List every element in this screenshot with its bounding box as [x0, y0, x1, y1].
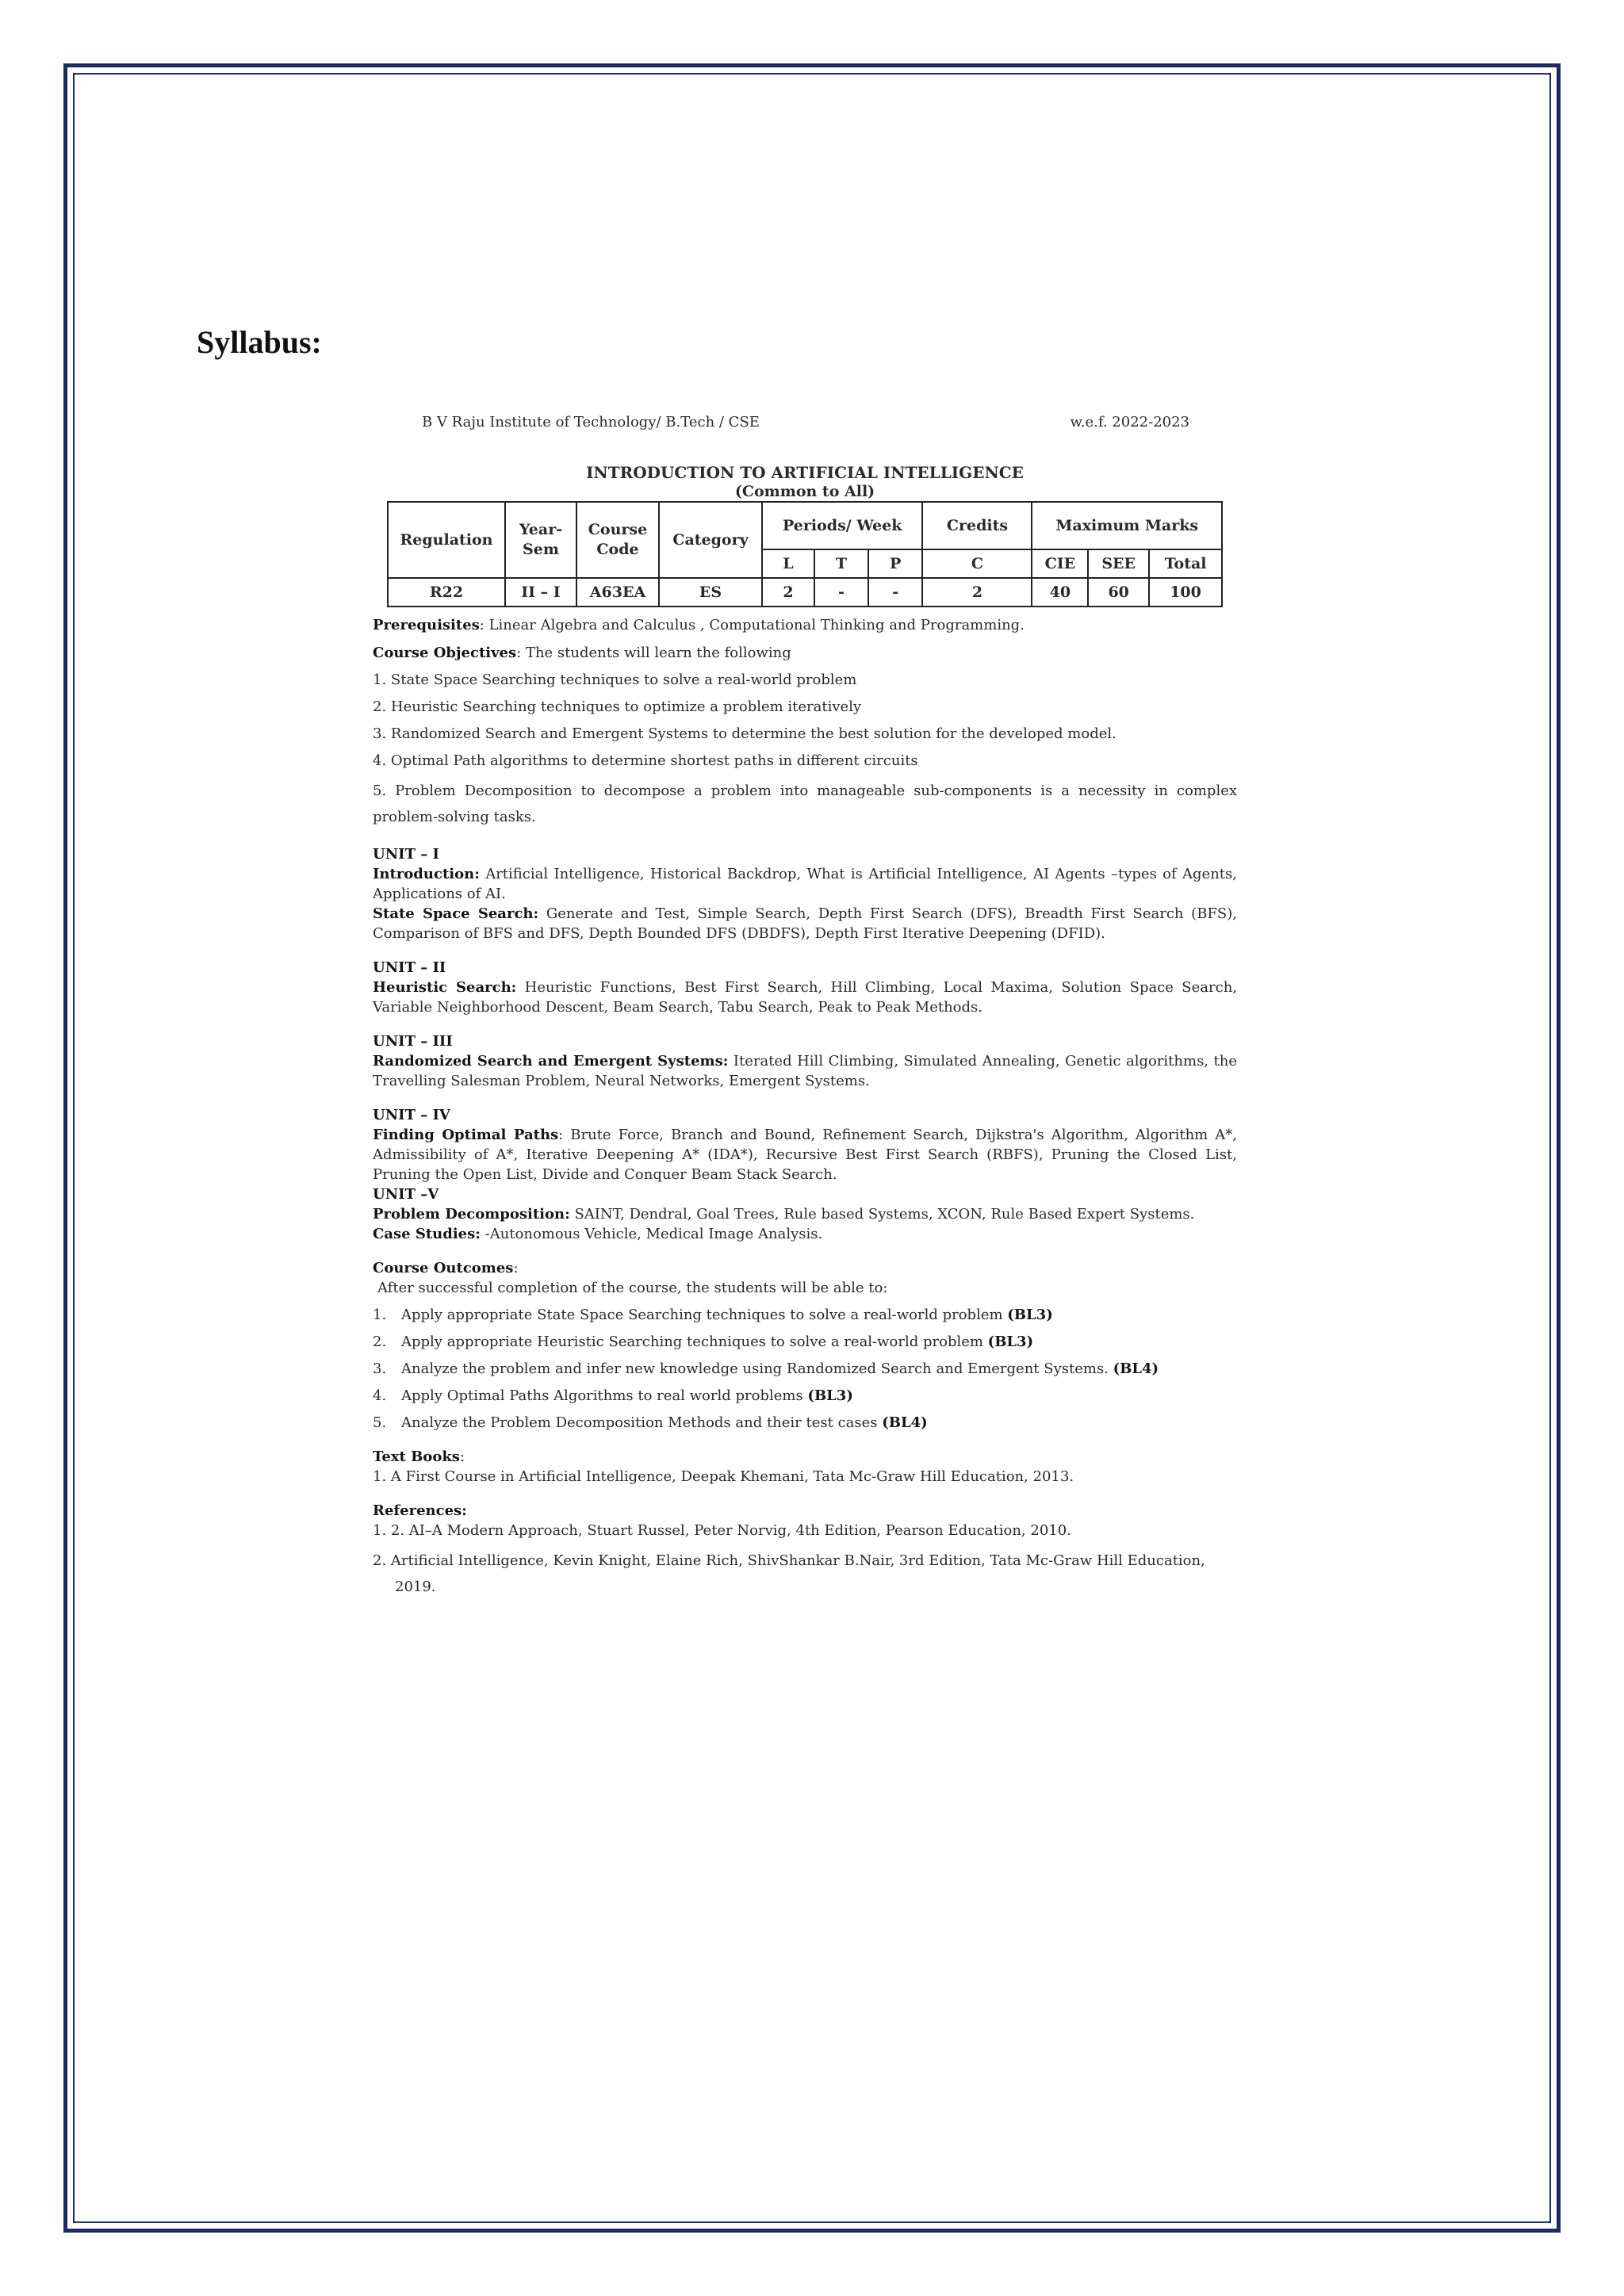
course-outcomes-heading [373, 1258, 1237, 1278]
objectives-label: Course Objectives [373, 645, 517, 661]
unit-1-state-space [373, 904, 1237, 943]
institution-row [422, 412, 1189, 436]
reference-item: 2. Artificial Intelligence, Kevin Knight, Elaine Rich, ShivShankar B.Nair, 3rd Edition, Tata Mc-Graw Hill Education, 2019. [373, 1552, 1205, 1595]
unit-2-text: Heuristic Functions, Best First Search, Hill Climbing, Local Maxima, Solution Space Search, Variable Neighborhood Descent, Beam Search, Tabu Search, Peak to Peak Methods. [373, 979, 1238, 1016]
effective-year: w.e.f. 2022-2023 [1070, 414, 1189, 430]
unit-3-text: Iterated Hill Climbing, Simulated Annealing, Genetic algorithms, the Travelling Salesman Problem, Neural Networks, Emergent Systems. [373, 1053, 1238, 1089]
reference-item: 1. 2. AI–A Modern Approach, Stuart Russel, Peter Norvig, 4th Edition, Pearson Education, 2010. [373, 1522, 1071, 1539]
unit-5-label: Problem Decomposition: [373, 1206, 570, 1223]
outcome-item [373, 1359, 1237, 1379]
unit-1-intro-label: Introduction: [373, 866, 480, 882]
prerequisites-label: Prerequisites [373, 617, 480, 633]
th-course-code: Course Code [576, 502, 659, 578]
objective-item: 5. Problem Decomposition to decompose a problem into manageable sub-components is a necessity in complex problem-solving tasks. [373, 783, 1237, 825]
course-title: INTRODUCTION TO ARTIFICIAL INTELLIGENCE [586, 463, 1024, 482]
outcome-text: Apply appropriate State Space Searching techniques to solve a real-world problem [401, 1307, 1008, 1323]
outcomes-intro: After successful completion of the course, the students will be able to: [377, 1280, 888, 1296]
unit-3-title: UNIT – III [373, 1033, 453, 1050]
th-C: C [922, 549, 1032, 578]
unit-5-text: SAINT, Dendral, Goal Trees, Rule based Systems, XCON, Rule Based Expert Systems. [569, 1206, 1195, 1223]
text-books-label: Text Books [373, 1448, 460, 1465]
outcome-item [373, 1332, 1237, 1352]
institution-name: B V Raju Institute of Technology/ B.Tech / CSE [422, 414, 760, 430]
th-maximum-marks: Maximum Marks [1032, 502, 1222, 549]
td-SEE: 60 [1088, 578, 1149, 607]
unit-1-intro [373, 864, 1237, 904]
td-Total: 100 [1149, 578, 1222, 607]
text-book-item: 1. A First Course in Artificial Intelligence, Deepak Khemani, Tata Mc-Graw Hill Education, 2013. [373, 1468, 1074, 1485]
outcome-item [373, 1386, 1237, 1406]
th-category: Category [659, 502, 762, 578]
outcome-text: Apply Optimal Paths Algorithms to real world problems [401, 1387, 808, 1404]
th-L: L [762, 549, 814, 578]
course-objectives [373, 643, 1237, 663]
outcome-number: 3. [373, 1360, 387, 1377]
th-CIE: CIE [1032, 549, 1088, 578]
case-studies-text: -Autonomous Vehicle, Medical Image Analysis. [480, 1226, 823, 1242]
th-SEE: SEE [1088, 549, 1149, 578]
outcome-item [373, 1413, 1237, 1433]
outcome-text: Analyze the problem and infer new knowledge using Randomized Search and Emergent Systems. [401, 1360, 1113, 1377]
outcome-text: Analyze the Problem Decomposition Methods and their test cases [401, 1414, 883, 1431]
prerequisites-text: : Linear Algebra and Calculus , Computational Thinking and Programming. [479, 617, 1025, 633]
bloom-level: (BL4) [882, 1414, 928, 1431]
td-regulation: R22 [388, 578, 505, 607]
outcomes-colon: : [513, 1260, 519, 1276]
unit-5-title: UNIT –V [373, 1186, 439, 1203]
td-course-code: A63EA [576, 578, 659, 607]
td-year-sem: II – I [505, 578, 576, 607]
objective-item: 3. Randomized Search and Emergent Systems to determine the best solution for the developed model. [373, 725, 1116, 742]
objective-item: 2. Heuristic Searching techniques to optimize a problem iteratively [373, 698, 862, 715]
page-heading: Syllabus: [197, 324, 322, 360]
unit-5-body [373, 1204, 1237, 1224]
outcome-number: 5. [373, 1414, 387, 1431]
bloom-level: (BL3) [987, 1334, 1034, 1350]
text-books-heading [373, 1447, 1237, 1467]
unit-1-ss-text: Generate and Test, Simple Search, Depth First Search (DFS), Breadth First Search (BFS), Comparison of BFS and DFS, Depth Bounded DFS (DBDFS), Depth First Iterative Deepening (DFID). [373, 905, 1237, 942]
outcomes-label: Course Outcomes [373, 1260, 514, 1276]
bloom-level: (BL3) [807, 1387, 853, 1404]
th-regulation: Regulation [388, 502, 505, 578]
td-L: 2 [762, 578, 814, 607]
th-credits: Credits [922, 502, 1032, 549]
outcome-text: Apply appropriate Heuristic Searching techniques to solve a real-world problem [401, 1334, 988, 1350]
td-CIE: 40 [1032, 578, 1088, 607]
th-periods-week: Periods/ Week [762, 502, 922, 549]
objective-item: 1. State Space Searching techniques to solve a real-world problem [373, 672, 857, 688]
case-studies-label: Case Studies: [373, 1226, 481, 1242]
unit-4-text: : Brute Force, Branch and Bound, Refinement Search, Dijkstra's Algorithm, Algorithm A*, Admissibility of A*, Iterative Deepening A* (IDA*), Recursive Best First Search (RBFS), Pruning the Closed List, Pruning the Open List, Divide and Conquer Beam Stack Search. [373, 1127, 1237, 1183]
td-T: - [814, 578, 868, 607]
unit-1-title: UNIT – I [373, 846, 439, 863]
unit-1-intro-text: Artificial Intelligence, Historical Backdrop, What is Artificial Intelligence, AI Agents –types of Agents, Applications of AI. [373, 866, 1237, 902]
th-T: T [814, 549, 868, 578]
th-year-sem: Year-Sem [505, 502, 576, 578]
td-C: 2 [922, 578, 1032, 607]
outcome-item [373, 1305, 1237, 1325]
syllabus-document [373, 412, 1237, 1600]
references-heading: References: [373, 1502, 467, 1519]
bloom-level: (BL4) [1113, 1360, 1159, 1377]
prerequisites [373, 615, 1237, 635]
unit-3-label: Randomized Search and Emergent Systems: [373, 1053, 729, 1070]
unit-4-label: Finding Optimal Paths [373, 1127, 559, 1143]
objectives-text: : The students will learn the following [516, 645, 791, 661]
objective-item: 4. Optimal Path algorithms to determine shortest paths in different circuits [373, 752, 918, 769]
bloom-level: (BL3) [1007, 1307, 1053, 1323]
unit-4-body [373, 1125, 1237, 1184]
course-subtitle: (Common to All) [734, 483, 875, 500]
outcome-number: 2. [373, 1334, 387, 1350]
td-P: - [868, 578, 923, 607]
unit-2-label: Heuristic Search: [373, 979, 517, 996]
unit-2-title: UNIT – II [373, 959, 446, 976]
th-Total: Total [1149, 549, 1222, 578]
unit-4-title: UNIT – IV [373, 1107, 450, 1123]
unit-3-body [373, 1051, 1237, 1091]
case-studies [373, 1224, 1237, 1244]
outcome-number: 4. [373, 1387, 387, 1404]
outcome-number: 1. [373, 1307, 387, 1323]
text-books-colon: : [459, 1448, 465, 1465]
td-category: ES [659, 578, 762, 607]
unit-2-body [373, 978, 1237, 1017]
course-info-table [387, 501, 1223, 607]
th-P: P [868, 549, 923, 578]
unit-1-ss-label: State Space Search: [373, 905, 539, 922]
